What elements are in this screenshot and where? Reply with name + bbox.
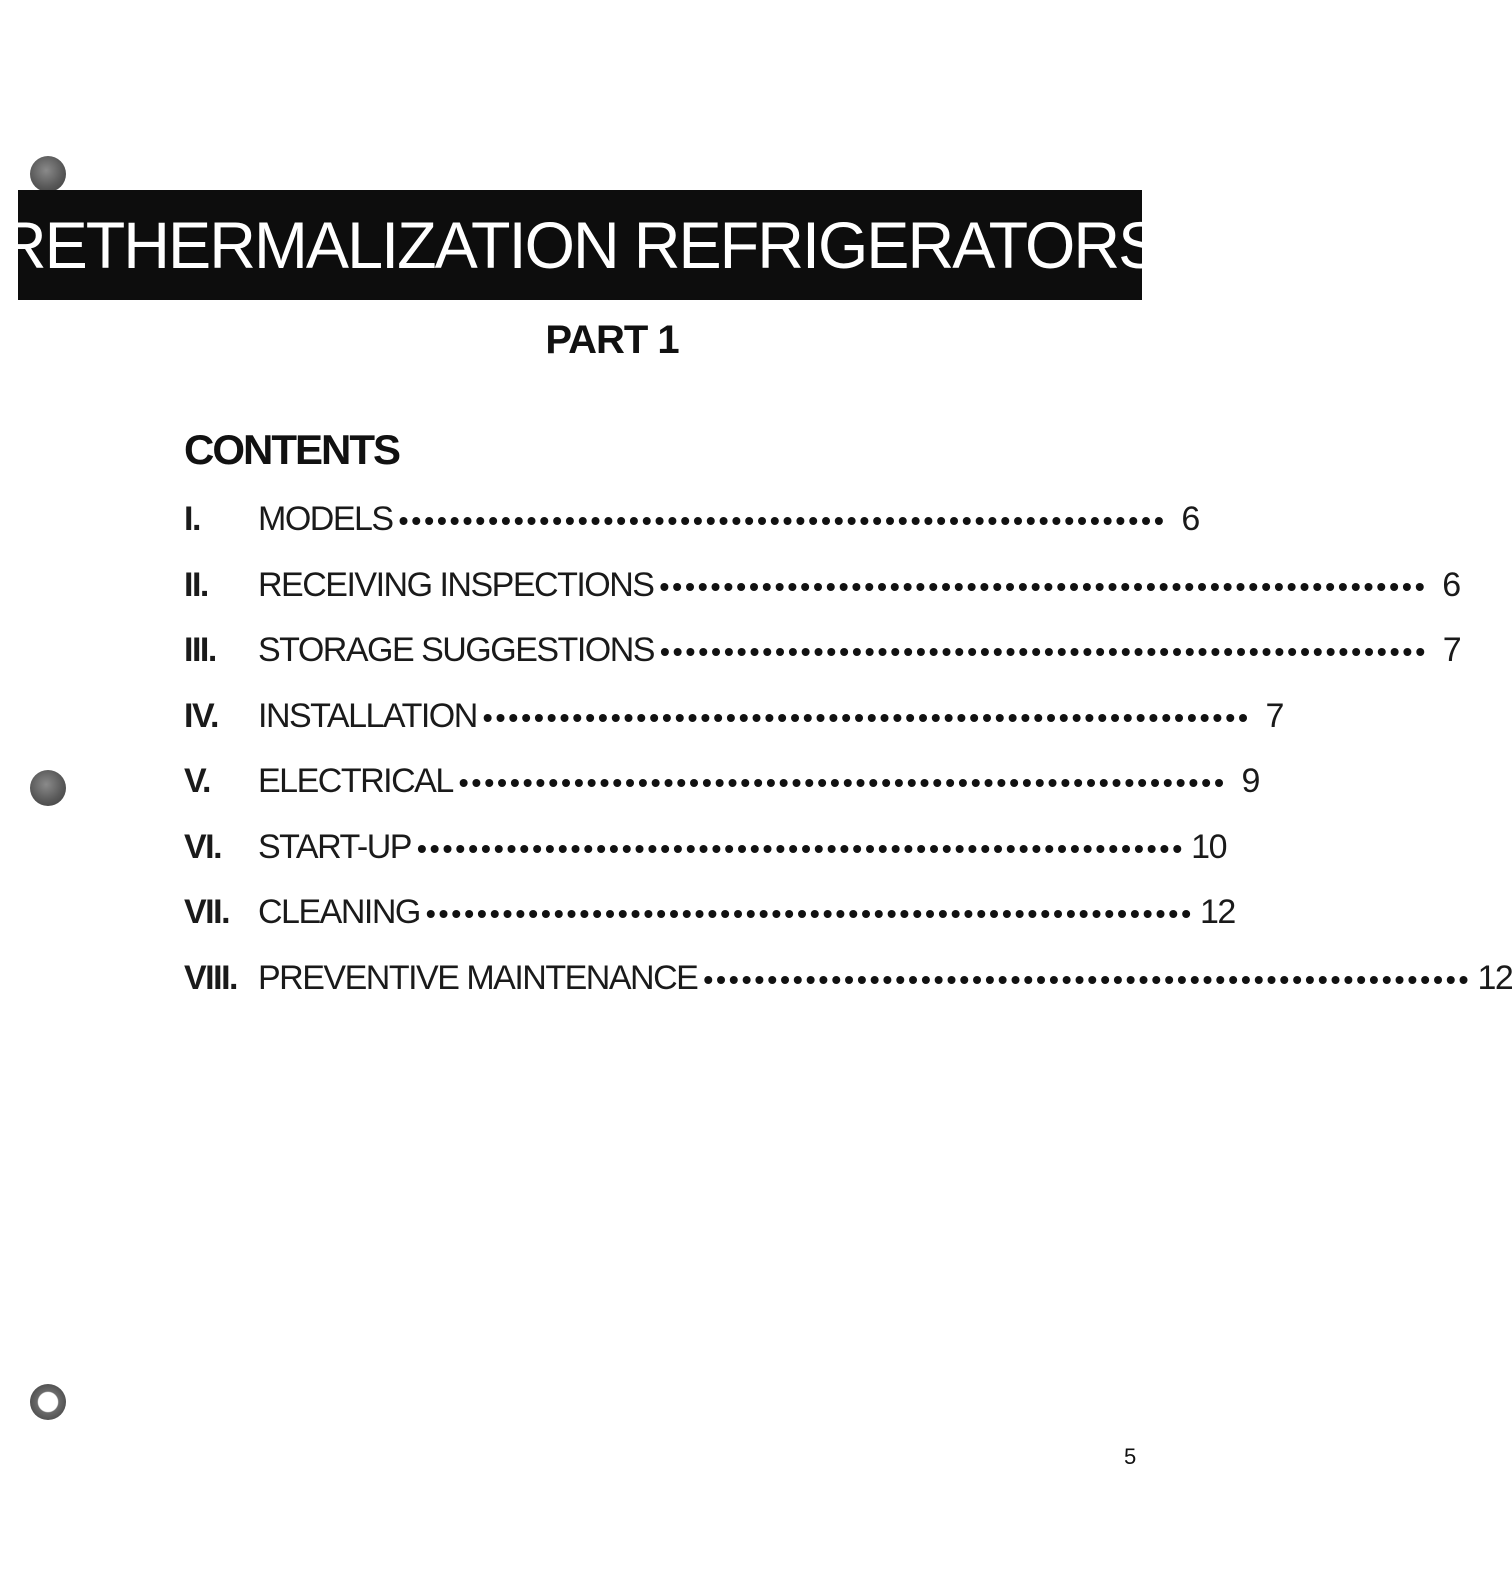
toc-item-page: 9 [1241, 762, 1259, 800]
dot-leader: •••••••••••••••••••••••••••••••••••••••••••••••••••••••••••• [458, 767, 1227, 798]
page-number: 5 [1124, 1444, 1137, 1469]
toc-item-title: INSTALLATION [258, 696, 477, 735]
punch-hole-top [30, 156, 66, 192]
toc-item-title: ELECTRICAL [258, 762, 453, 800]
toc-item-number: II. [184, 565, 208, 604]
toc-item-title: RECEIVING INSPECTIONS [258, 565, 654, 604]
punch-hole-bottom [30, 1384, 66, 1420]
toc-item-title: MODELS [258, 500, 393, 538]
toc-item [184, 893, 1235, 959]
punch-hole-middle [30, 770, 66, 806]
toc-item [184, 827, 1226, 894]
toc-item-page: 10 [1191, 827, 1226, 866]
toc-item [184, 958, 1512, 1025]
toc-item-number: VIII. [184, 958, 237, 997]
toc-item-page: 12 [1200, 893, 1235, 931]
toc-item-title: CLEANING [258, 893, 420, 931]
toc-item-number: IV. [184, 696, 218, 735]
toc-item-number: I. [184, 500, 200, 538]
toc-item-page: 6 [1181, 500, 1199, 538]
toc-item-title: PREVENTIVE MAINTENANCE [258, 958, 698, 997]
dot-leader: •••••••••••••••••••••••••••••••••••••••••••••••••••••••••••• [659, 570, 1428, 602]
contents-heading: CONTENTS [184, 426, 399, 473]
toc-item-number: V. [184, 762, 211, 800]
part-heading: PART 1 [545, 318, 679, 362]
toc-item-page: 7 [1265, 696, 1283, 735]
toc-item [184, 696, 1283, 763]
toc-item-title: STORAGE SUGGESTIONS [258, 631, 654, 669]
toc-item [184, 762, 1259, 828]
document-title: RETHERMALIZATION REFRIGERATORS [0, 208, 1160, 282]
toc-item-page: 12 [1477, 958, 1512, 997]
dot-leader: •••••••••••••••••••••••••••••••••••••••••••••••••••••••••••• [417, 832, 1186, 864]
toc-item-page: 6 [1442, 565, 1460, 604]
toc-item [184, 565, 1460, 632]
toc-item-title: START-UP [258, 827, 411, 866]
title-banner [0, 190, 1160, 300]
dot-leader: •••••••••••••••••••••••••••••••••••••••••••••••••••••••••••• [398, 505, 1167, 536]
dot-leader: •••••••••••••••••••••••••••••••••••••••••••••••••••••••••••• [703, 963, 1472, 995]
dot-leader: •••••••••••••••••••••••••••••••••••••••••••••••••••••••••••• [425, 898, 1194, 929]
toc-item-number: VI. [184, 827, 222, 866]
toc-item-page: 7 [1442, 631, 1461, 669]
toc-item [184, 631, 1461, 697]
toc-item-number: III. [184, 631, 216, 669]
table-of-contents [184, 500, 1512, 1024]
toc-item-number: VII. [184, 893, 230, 931]
dot-leader: •••••••••••••••••••••••••••••••••••••••••••••••••••••••••••• [659, 636, 1429, 667]
toc-item [184, 500, 1199, 566]
dot-leader: •••••••••••••••••••••••••••••••••••••••••••••••••••••••••••• [482, 701, 1251, 733]
